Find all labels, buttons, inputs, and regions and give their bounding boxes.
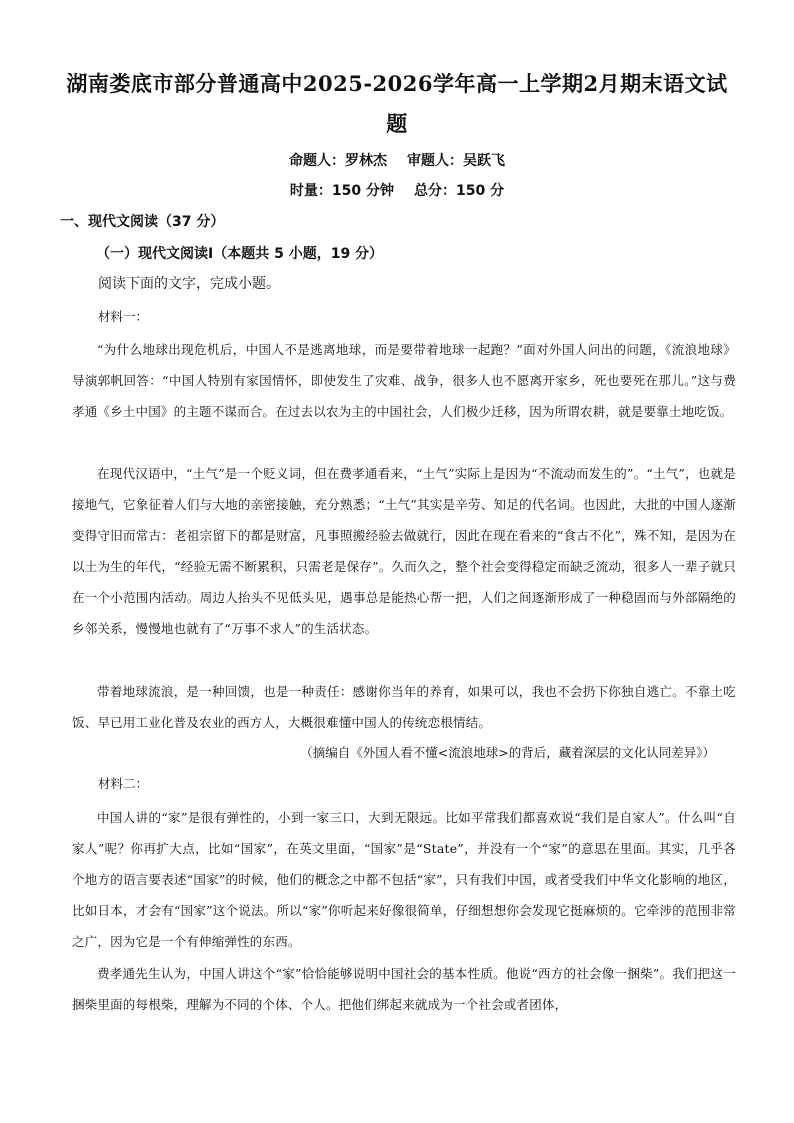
material1-label: 材料一： [98,309,149,324]
subsection-heading: （一）现代文阅读Ⅰ（本题共 5 小题，19 分） [96,246,384,262]
section-heading: 一、现代文阅读（37 分） [60,214,225,230]
time-score-line [60,181,734,201]
material2-paragraph: 中国人讲的“家”是很有弹性的，小到一家三口，大到无限远。比如平常我们都喜欢说“我们是自家人”。什么叫“自家人”呢？你再扩大点，比如“国家”，在英文里面，“国家”是“State”，并没有一个“家”的意思在里面。其实，几乎各个地方的语言要表述“国家”的时候，他们的概念之中都不包括“家”，只有我们中国，或者受我们中华文化影响的地区，比如日本，才会有“国家”这个说法。所以“家”你听起来好像很简单，仔细想想你会发现它挺麻烦的。它牵涉的范围非常之广，因为它是一个有伸缩弹性的东西。 [72,810,736,949]
material2-paragraph: 费孝通先生认为，中国人讲这个“家”恰恰能够说明中国社会的基本性质。他说“西方的社会像一捆柴”。我们把这一捆柴里面的每根柴，理解为不同的个体、个人。把他们绑起来就成为一个社会或者团体， [72,966,736,1012]
duration-text: 时量：150 分钟 [289,183,394,199]
material1-paragraph: 在现代汉语中，“土气”是一个贬义词，但在费孝通看来，“土气”实际上是因为“不流动而发生的”。“土气”，也就是接地气，它象征着人们与大地的亲密接触，充分熟悉；“土气”其实是辛劳、知足的代名词。也因此，大批的中国人逐渐变得守旧而常古：老祖宗留下的都是财富，凡事照搬经验去做就行，因此在现在看来的“食古不化”，殊不知，是因为在以土为生的年代，“经验无需不断累积，只需老是保存”。久而久之，整个社会变得稳定而缺乏流动，很多人一辈子就只在一个小范围内活动。周边人抬头不见低头见，遇事总是能热心帮一把，人们之间逐渐形成了一种稳固而与外部隔绝的乡邻关系，慢慢地也就有了“万事不求人”的生活状态。 [72,466,736,636]
total-score-text: 总分：150 分 [414,183,505,199]
exam-title-line2: 题 [386,111,408,136]
authors-line [60,151,734,171]
reviewer-name: 审题人：吴跃飞 [407,153,505,169]
exam-title-line1: 湖南娄底市部分普通高中2025-2026学年高一上学期2月期末语文试 [66,71,728,96]
material1-paragraph: 带着地球流浪，是一种回馈，也是一种责任：感谢你当年的养育，如果可以，我也不会扔下你独自逃亡。不靠土吃饭、早已用工业化普及农业的西方人，大概很难懂中国人的传统恋根情结。 [72,684,736,730]
reading-instruction: 阅读下面的文字，完成小题。 [98,276,280,292]
material1-source: （摘编自《外国人看不懂<流浪地球>的背后，藏着深层的文化认同差异》） [300,745,715,760]
material2-label: 材料二： [98,776,149,791]
setter-name: 命题人：罗林杰 [289,153,387,169]
material1-paragraph: “为什么地球出现危机后，中国人不是逃离地球，而是要带着地球一起跑？”面对外国人问出的问题，《流浪地球》导演郭帆回答：“中国人特别有家国情怀，即使发生了灾难、战争，很多人也不愿离开家乡，死也要死在那儿。”这与费孝通《乡土中国》的主题不谋而合。在过去以农为主的中国社会，人们极少迁移，因为所谓农耕，就是要靠土地吃饭。 [72,342,736,419]
